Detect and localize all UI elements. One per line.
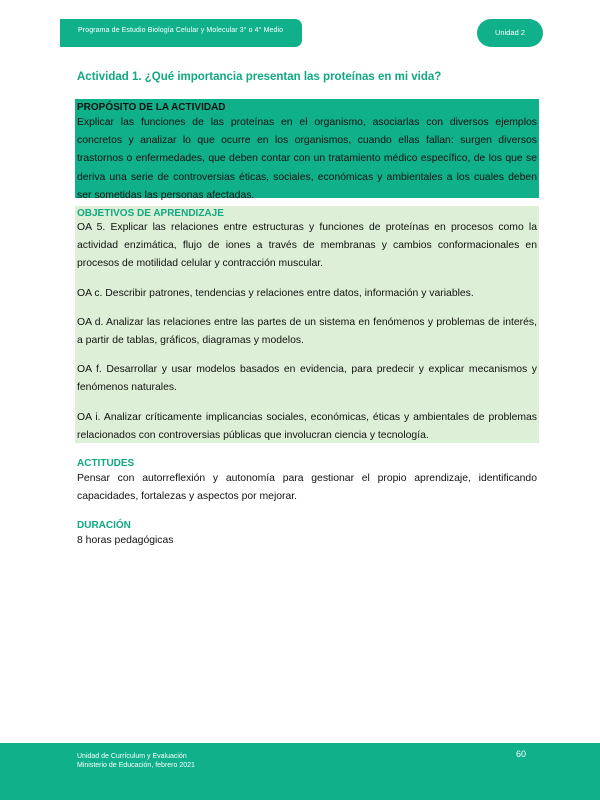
objective-oa-i: OA i. Analizar críticamente implicancias sociales, económicas, éticas y ambientales de problemas relacionados con controversias públicas que involucran ciencia y tecnología.	[77, 411, 537, 441]
footer-unit: Unidad de Currículum y Evaluación	[77, 753, 187, 760]
purpose-text: Explicar las funciones de las proteínas en el organismo, asociarlas con diversos ejemplos concretos y analizar lo que ocurre en los organismos, cuando ellas fallan: surgen diversos trastornos o enfermedades, que deben contar con un tratamiento médico específico, de los que se deriva una serie de controversias éticas, sociales, económicas y ambientales a los cuales deben ser sometidas las personas afectadas.	[77, 117, 537, 201]
page-number: 60	[516, 749, 527, 759]
objective-oa5: OA 5. Explicar las relaciones entre estructuras y funciones de proteínas en procesos como la actividad enzimática, flujo de iones a través de membranas y cambios conformacionales en procesos de motilidad celular y contracción muscular.	[77, 222, 537, 270]
objectives-section	[75, 206, 539, 443]
objective-oa-d: OA d. Analizar las relaciones entre las partes de un sistema en fenómenos y problemas de interés, a partir de tablas, gráficos, diagramas y modelos.	[77, 316, 537, 347]
attitudes-title: ACTITUDES	[77, 458, 135, 469]
purpose-title: PROPÓSITO DE LA ACTIVIDAD	[77, 102, 226, 113]
objective-oa-f: OA f. Desarrollar y usar modelos basados en evidencia, para predecir y explicar mecanismos y fenómenos naturales.	[77, 364, 537, 394]
activity-title: Actividad 1. ¿Qué importancia presentan las proteínas en mi vida?	[77, 71, 442, 83]
objective-oa-c: OA c. Describir patrones, tendencias y relaciones entre datos, información y variables.	[77, 287, 474, 299]
purpose-section	[75, 99, 539, 201]
duration-title: DURACIÓN	[77, 520, 131, 531]
program-title: Programa de Estudio Biología Celular y Molecular 3° o 4° Medio	[78, 27, 284, 34]
objectives-title: OBJETIVOS DE APRENDIZAJE	[77, 208, 224, 219]
footer-bar	[0, 743, 600, 800]
duration-text: 8 horas pedagógicas	[77, 535, 174, 546]
footer-ministry: Ministerio de Educación, febrero 2021	[77, 762, 195, 769]
header-bar	[60, 19, 302, 47]
unit-badge: Unidad 2	[477, 19, 543, 47]
attitudes-text: Pensar con autorreflexión y autonomía para gestionar el propio aprendizaje, identificando capacidades, fortalezas y aspectos por mejorar.	[77, 473, 537, 503]
